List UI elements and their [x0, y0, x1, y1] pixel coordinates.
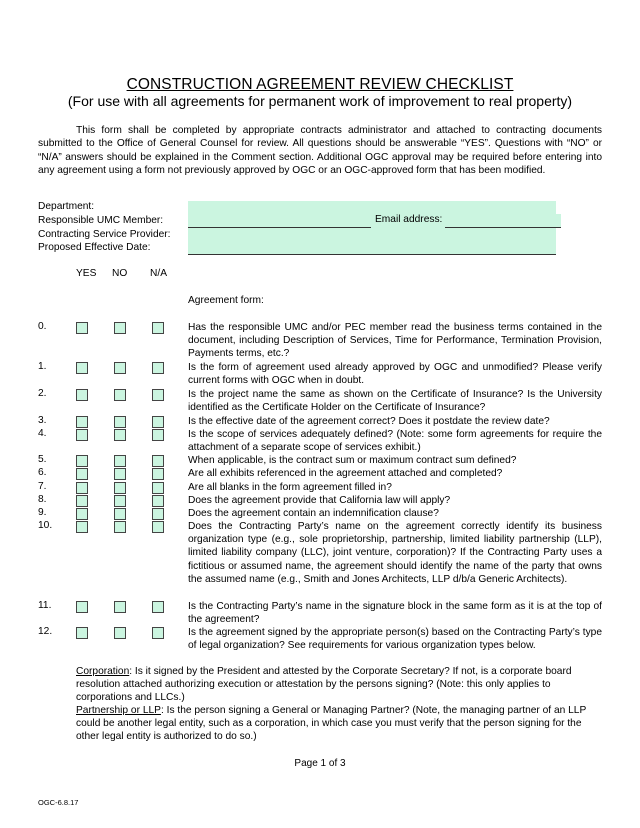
question-number: 1.: [38, 361, 47, 372]
checkbox-no[interactable]: [114, 495, 126, 507]
question-number: 4.: [38, 428, 47, 439]
provider-label: Contracting Service Provider:: [38, 229, 171, 240]
question-number: 12.: [38, 626, 53, 637]
question-number: 0.: [38, 321, 47, 332]
question-text: Does the agreement provide that California law will apply?: [188, 495, 451, 506]
checkbox-no[interactable]: [114, 362, 126, 374]
question-text: Is the project name the same as shown on the Certificate of Insurance? Is the University identified as the Certificate Holder on the Certificate of Insurance?: [188, 389, 602, 414]
question-number: 11.: [38, 600, 52, 611]
checkbox-no[interactable]: [114, 468, 126, 480]
checkbox-no[interactable]: [114, 455, 126, 467]
checkbox-yes[interactable]: [76, 389, 88, 401]
question-number: 2.: [38, 388, 47, 399]
checkbox-yes[interactable]: [76, 627, 88, 639]
partnership-text: : Is the person signing a General or Managing Partner? (Note, the managing partner of an LLP could be another legal entity, such as a corporation, in which case you must verify that the person signing for the other legal entity is authorized to do so.): [76, 705, 587, 743]
checkbox-na[interactable]: [152, 429, 164, 441]
checkbox-na[interactable]: [152, 455, 164, 467]
checkbox-yes[interactable]: [76, 429, 88, 441]
checkbox-yes[interactable]: [76, 455, 88, 467]
checkbox-na[interactable]: [152, 416, 164, 428]
question-text: Is the effective date of the agreement correct? Does it postdate the review date?: [188, 416, 550, 427]
umc-member-field[interactable]: [188, 214, 371, 228]
question-text: Is the agreement signed by the appropriate person(s) based on the Contracting Party’s type of legal organization? See requirements for various organization types below.: [188, 627, 602, 652]
question-text: When applicable, is the contract sum or maximum contract sum defined?: [188, 455, 517, 466]
checkbox-yes[interactable]: [76, 495, 88, 507]
no-column-header: NO: [112, 268, 128, 279]
form-code: OGC-6.8.17: [38, 798, 79, 807]
page-number: Page 1 of 3: [294, 758, 346, 769]
checkbox-na[interactable]: [152, 508, 164, 520]
checkbox-no[interactable]: [114, 389, 126, 401]
corporation-label: Corporation: [76, 666, 130, 677]
document-title: CONSTRUCTION AGREEMENT REVIEW CHECKLIST: [126, 76, 514, 93]
corporation-text: : Is it signed by the President and attested by the Corporate Secretary? If not, is a corporate board resolution attached authorizing execution or attestation by the persons signing? (Note: this only applies to corporations and LLCs.): [76, 666, 572, 704]
checkbox-no[interactable]: [114, 429, 126, 441]
question-number: 5.: [38, 454, 47, 465]
question-number: 10.: [38, 520, 53, 531]
section-title: Agreement form:: [188, 295, 264, 306]
checkbox-yes[interactable]: [76, 322, 88, 334]
na-column-header: N/A: [150, 268, 167, 279]
intro-paragraph: This form shall be completed by appropriate contracts administrator and attached to contracting documents submitted to the Office of General Counsel for review. All questions should be answerable “YES”. Questions with “NO” or “N/A” answers should be explained in the Comment section. Additional OGC approval may be required before entering into any agreement using a form not previously approved by OGC or an OGC-approved form that has been modified.: [38, 125, 602, 176]
checkbox-na[interactable]: [152, 468, 164, 480]
question-text: Are all exhibits referenced in the agreement attached and completed?: [188, 468, 503, 479]
department-label: Department:: [38, 201, 95, 212]
question-number: 7.: [38, 481, 47, 492]
question-text: Is the scope of services adequately defined? (Note: some form agreements for require the attachment of a separate scope of services exhibit.): [188, 429, 602, 454]
checkbox-yes[interactable]: [76, 362, 88, 374]
question-text: Are all blanks in the form agreement filled in?: [188, 482, 392, 493]
checkbox-na[interactable]: [152, 601, 164, 613]
question-number: 6.: [38, 467, 47, 478]
checkbox-yes[interactable]: [76, 508, 88, 520]
question-text: Is the Contracting Party’s name in the signature block in the same form as it is at the top of the agreement?: [188, 601, 602, 626]
checkbox-no[interactable]: [114, 482, 126, 494]
checkbox-yes[interactable]: [76, 482, 88, 494]
checkbox-yes[interactable]: [76, 601, 88, 613]
email-label: Email address:: [371, 214, 447, 228]
checkbox-no[interactable]: [114, 322, 126, 334]
checkbox-no[interactable]: [114, 627, 126, 639]
question-number: 3.: [38, 415, 47, 426]
checkbox-no[interactable]: [114, 508, 126, 520]
checkbox-yes[interactable]: [76, 416, 88, 428]
partnership-note: [76, 704, 602, 744]
question-text: Has the responsible UMC and/or PEC member read the business terms contained in the document, including Description of Services, Time for Performance, Termination Provision, Payments terms, etc.?: [188, 322, 602, 360]
checkbox-na[interactable]: [152, 389, 164, 401]
checkbox-na[interactable]: [152, 521, 164, 533]
department-field[interactable]: [188, 201, 556, 215]
partnership-label: Partnership or LLP: [76, 705, 161, 716]
checkbox-no[interactable]: [114, 521, 126, 533]
checkbox-yes[interactable]: [76, 521, 88, 533]
corporation-note: [76, 665, 602, 705]
document-subtitle: (For use with all agreements for permanent work of improvement to real property): [67, 93, 573, 109]
checkbox-no[interactable]: [114, 416, 126, 428]
question-text: Does the agreement contain an indemnification clause?: [188, 508, 439, 519]
checkbox-na[interactable]: [152, 322, 164, 334]
effective-date-label: Proposed Effective Date:: [38, 242, 151, 253]
effective-date-field[interactable]: [188, 241, 556, 255]
checkbox-no[interactable]: [114, 601, 126, 613]
email-field[interactable]: [445, 214, 561, 228]
umc-member-label: Responsible UMC Member:: [38, 215, 164, 226]
checkbox-yes[interactable]: [76, 468, 88, 480]
question-number: 8.: [38, 494, 47, 505]
checkbox-na[interactable]: [152, 482, 164, 494]
checkbox-na[interactable]: [152, 362, 164, 374]
provider-field[interactable]: [188, 228, 556, 242]
question-text: Is the form of agreement used already approved by OGC and unmodified? Please verify current forms with OGC when in doubt.: [188, 362, 602, 387]
question-number: 9.: [38, 507, 47, 518]
checkbox-na[interactable]: [152, 495, 164, 507]
checkbox-na[interactable]: [152, 627, 164, 639]
question-text: Does the Contracting Party’s name on the agreement correctly identify its business organization type (e.g., sole proprietorship, partnership, limited liability partnership (LLP), limited liability company (LLC), joint venture, corporation)? If the Contracting Party uses a fictitious or assumed name, the agreement should identify the name of the party that owns the assumed name (e.g., Smith and Jones Architects, LLP d/b/a Generic Architects).: [188, 521, 602, 585]
yes-column-header: YES: [76, 268, 97, 279]
